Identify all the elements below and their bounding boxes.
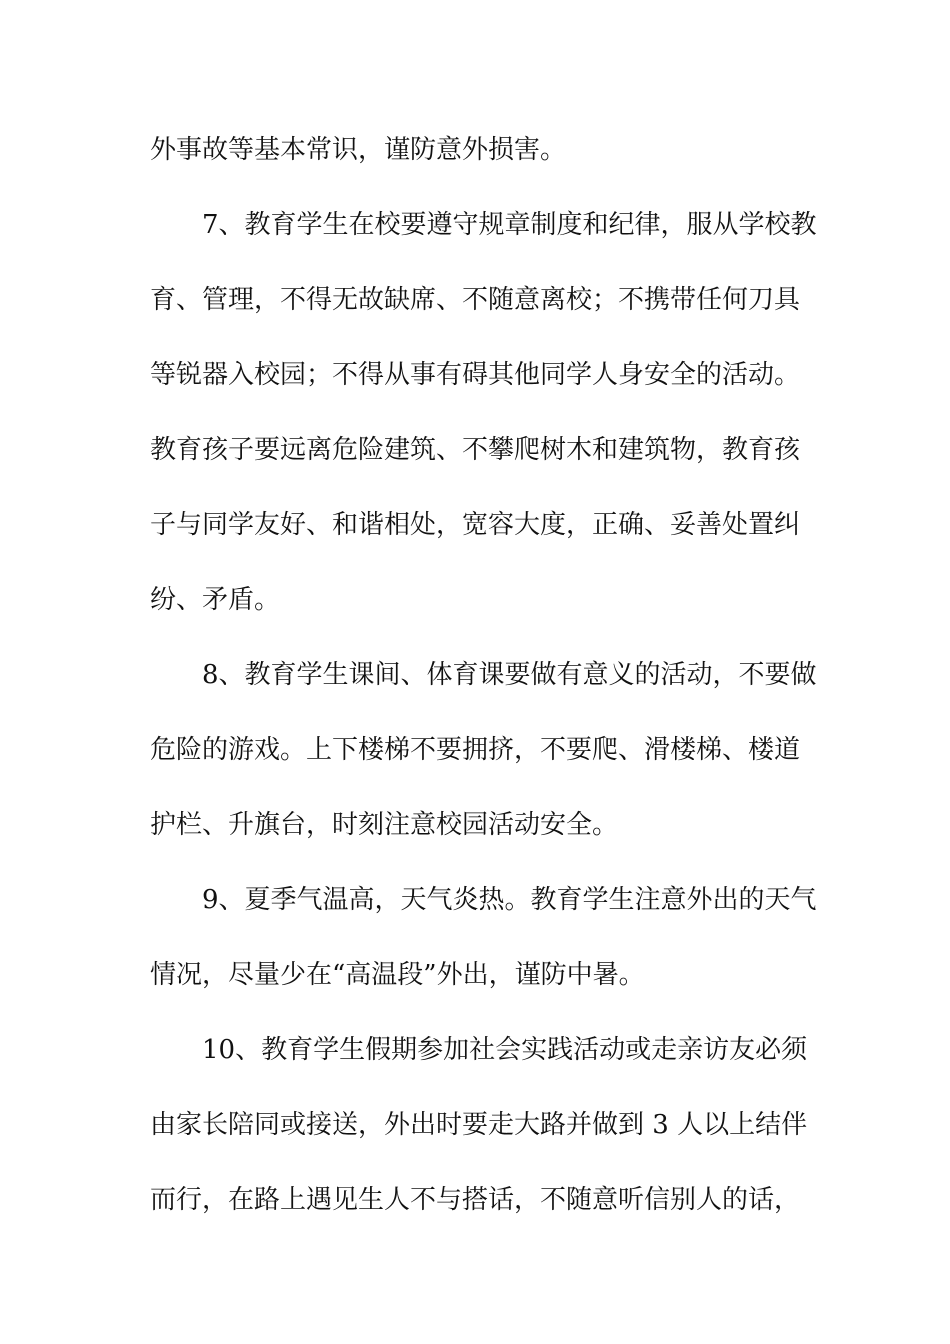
item-7-first-line: 7、教育学生在校要遵守规章制度和纪律，服从学校教 (202, 210, 817, 240)
text-line: 而行，在路上遇见生人不与搭话，不随意听信别人的话， (150, 1185, 801, 1215)
text-line: 情况，尽量少在“高温段”外出，谨防中暑。 (150, 960, 645, 990)
text-line: 等锐器入校园；不得从事有碍其他同学人身安全的活动。 (150, 360, 801, 390)
text-line: 育、管理，不得无故缺席、不随意离校；不携带任何刀具 (150, 285, 801, 315)
text-line: 纷、矛盾。 (150, 585, 281, 615)
text-line: 危险的游戏。上下楼梯不要拥挤，不要爬、滑楼梯、楼道 (150, 735, 801, 765)
text-line: 外事故等基本常识，谨防意外损害。 (150, 135, 567, 165)
text-line: 教育孩子要远离危险建筑、不攀爬树木和建筑物，教育孩 (150, 435, 801, 465)
item-9-first-line: 9、夏季气温高，天气炎热。教育学生注意外出的天气 (202, 885, 817, 915)
item-8-first-line: 8、教育学生课间、体育课要做有意义的活动，不要做 (202, 660, 817, 690)
text-line: 由家长陪同或接送，外出时要走大路并做到 3 人以上结伴 (150, 1110, 808, 1140)
item-10-first-line: 10、教育学生假期参加社会实践活动或走亲访友必须 (202, 1035, 808, 1065)
text-line: 护栏、升旗台，时刻注意校园活动安全。 (150, 810, 619, 840)
text-line: 子与同学友好、和谐相处，宽容大度，正确、妥善处置纠 (150, 510, 801, 540)
